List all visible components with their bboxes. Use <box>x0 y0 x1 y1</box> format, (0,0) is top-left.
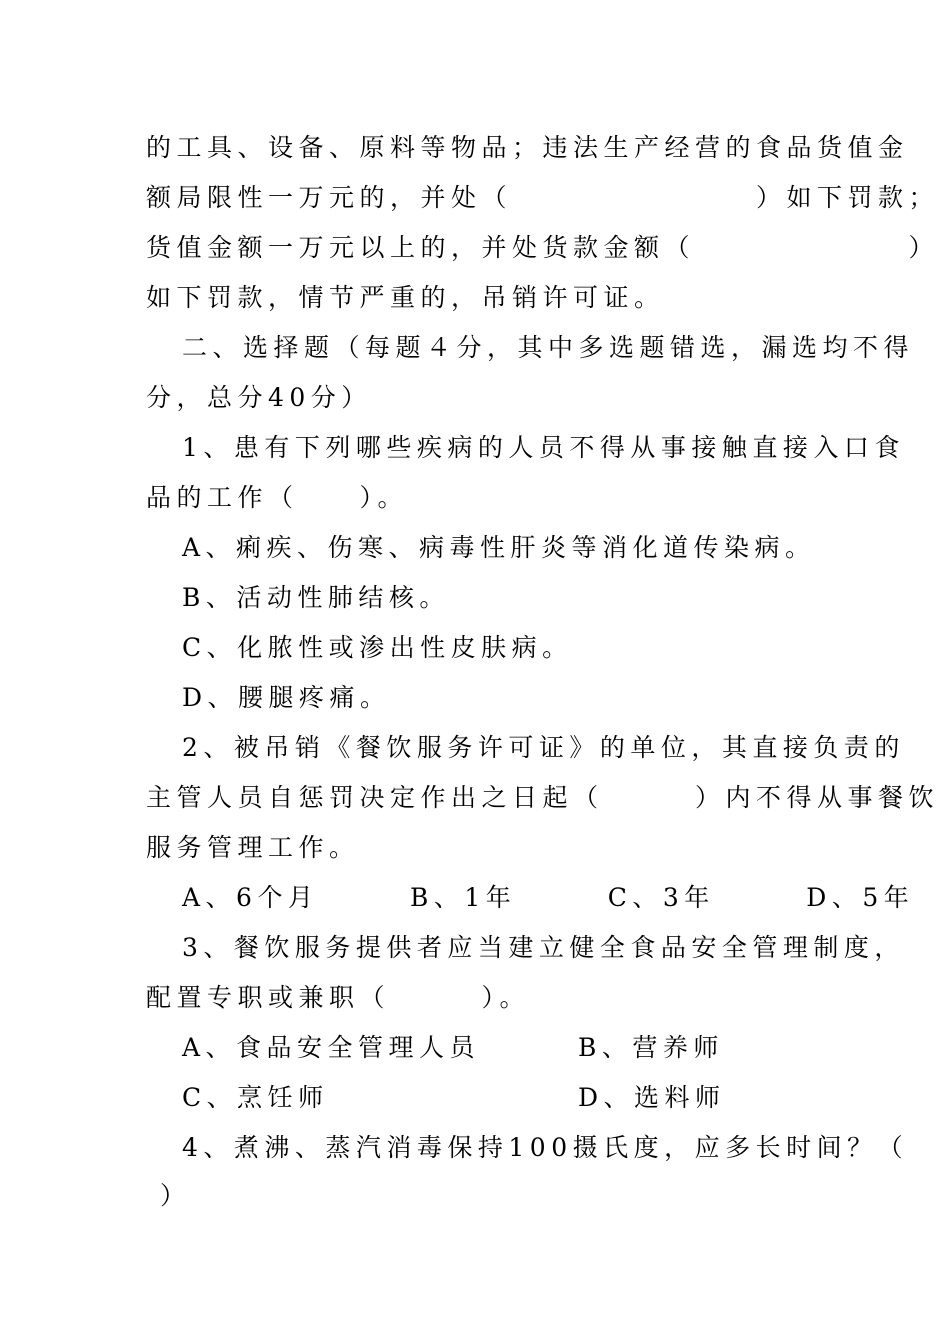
section-heading-cont: 分，总分40分） <box>146 383 372 412</box>
q3-option-c: C、烹饪师 <box>182 1083 329 1112</box>
question-1-cont: 品的工作（ ）。 <box>146 483 409 512</box>
q3-option-b: B、营养师 <box>578 1033 724 1062</box>
intro-line-1: 的工具、设备、原料等物品；违法生产经营的食品货值金 <box>146 133 909 162</box>
question-2: 2、被吊销《餐饮服务许可证》的单位，其直接负责的 <box>182 733 905 762</box>
question-4-cont: ） <box>160 1181 191 1210</box>
section-heading: 二、选择题（每题４分，其中多选题错选，漏选均不得 <box>182 333 915 362</box>
q1-option-b: B、活动性肺结核。 <box>182 583 450 612</box>
intro-line-4: 如下罚款，情节严重的，吊销许可证。 <box>146 283 665 312</box>
q3-option-a: A、食品安全管理人员 <box>182 1033 481 1062</box>
q1-option-a: A、痢疾、伤寒、病毒性肝炎等消化道传染病。 <box>182 533 816 562</box>
q3-option-d: D、选料师 <box>578 1083 726 1112</box>
question-2-cont: 主管人员自惩罚决定作出之日起（ ）内不得从事餐饮 <box>146 783 940 812</box>
intro-line-3: 货值金额一万元以上的，并处货款金额（ ） <box>146 233 940 262</box>
question-3: 3、餐饮服务提供者应当建立健全食品安全管理制度， <box>182 933 905 962</box>
intro-line-2: 额局限性一万元的，并处（ ）如下罚款； <box>146 183 940 212</box>
q1-option-d: D、腰腿疼痛。 <box>182 683 391 712</box>
q2-options: A、6个月 B、1年 C、3年 D、5年 <box>182 883 915 912</box>
question-4: 4、煮沸、蒸汽消毒保持100摄氏度，应多长时间？（ <box>182 1133 909 1162</box>
question-1: 1、患有下列哪些疾病的人员不得从事接触直接入口食 <box>182 433 905 462</box>
question-2-cont-2: 服务管理工作。 <box>146 833 360 862</box>
q1-option-c: C、化脓性或渗出性皮肤病。 <box>182 633 573 662</box>
question-3-cont: 配置专职或兼职（ ）。 <box>146 983 531 1012</box>
